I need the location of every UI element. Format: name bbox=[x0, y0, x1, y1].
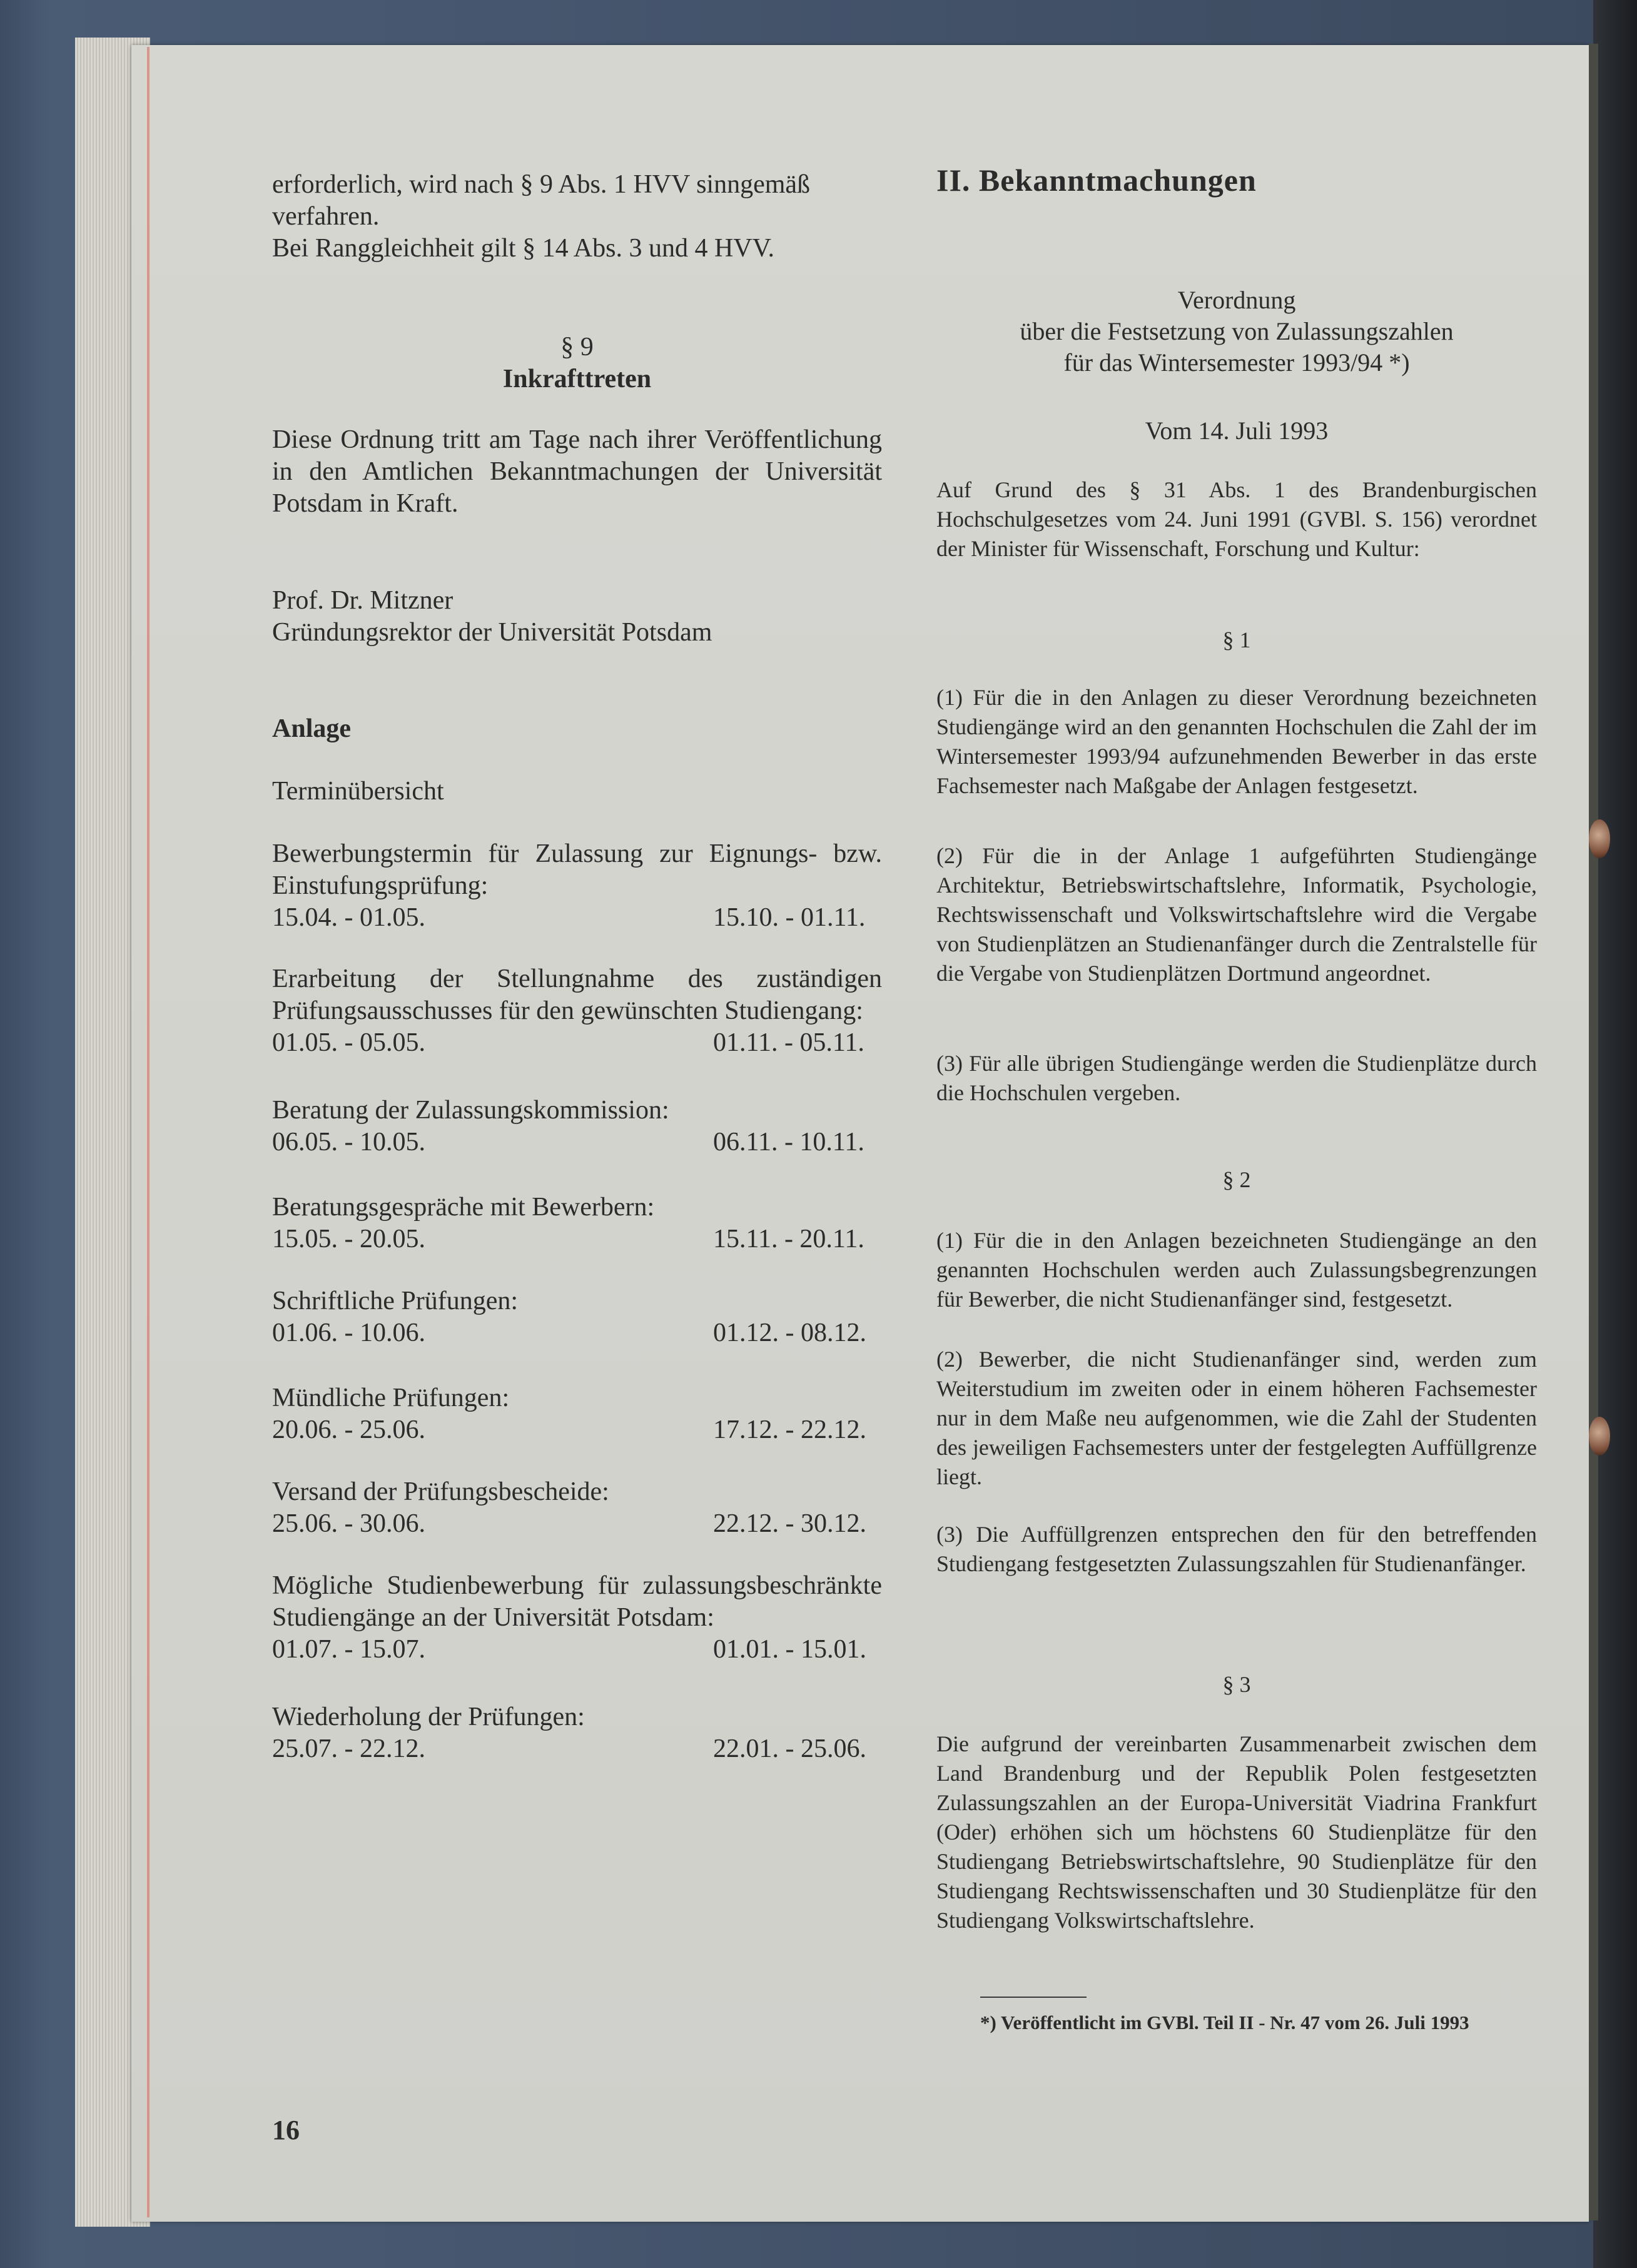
schedule-date-summer: 01.07. - 15.07. bbox=[272, 1635, 425, 1664]
schedule-date-summer: 01.06. - 10.06. bbox=[272, 1319, 425, 1347]
s1-para-1 bbox=[936, 683, 1537, 801]
schedule-date-winter: 15.11. - 20.11. bbox=[713, 1225, 864, 1253]
page-number bbox=[272, 2114, 882, 2146]
schedule-date-winter: 06.11. - 10.11. bbox=[713, 1128, 864, 1157]
s1-para-2-text: (2) Für die in der Anlage 1 aufgeführten Studiengänge Architektur, Betriebswirtschaftslehre, Informatik, Psychologie, Rechtswissenschaft und Volkswirtschaftslehre wird die Vergabe von Studienplätzen an Studienanfänger durch die Zentralstelle für die Vergabe von Studienplätzen Dortmund angeordnet. bbox=[936, 843, 1537, 986]
schedule-date-summer: 15.05. - 20.05. bbox=[272, 1225, 425, 1253]
schedule-date-summer: 01.05. - 05.05. bbox=[272, 1028, 425, 1057]
s2-para-2-text: (2) Bewerber, die nicht Studienanfänger sind, werden zum Weiterstudium im zweiten oder in einem höheren Fachsemester nur in dem Maße neu aufgenommen, wie die Zahl der Studenten des jeweiligen Fachsemesters unter der festgelegten Auffüllgrenze liegt. bbox=[936, 1347, 1537, 1489]
book-spine-right bbox=[1593, 0, 1637, 2268]
schedule-date-summer: 25.06. - 30.06. bbox=[272, 1509, 425, 1538]
schedule-date-winter: 01.01. - 15.01. bbox=[713, 1635, 866, 1664]
decree-preamble bbox=[936, 475, 1537, 564]
decree-title-line-2: über die Festsetzung von Zulassungszahlen bbox=[1020, 317, 1454, 345]
s1-number: § 1 bbox=[1222, 627, 1251, 652]
intro-line-3: Bei Ranggleichheit gilt § 14 Abs. 3 und 4 HVV. bbox=[272, 234, 775, 263]
decree-title-line-3: für das Wintersemester 1993/94 *) bbox=[1063, 348, 1410, 377]
schedule-item bbox=[272, 1476, 882, 1540]
paragraph-9-number: § 9 bbox=[560, 333, 594, 362]
signature-block bbox=[272, 585, 882, 649]
intro-line-1: erforderlich, wird nach § 9 Abs. 1 HVV sinngemäß bbox=[272, 170, 811, 199]
s1-heading bbox=[936, 625, 1537, 655]
schedule-date-summer: 06.05. - 10.05. bbox=[272, 1128, 425, 1157]
page-right-edge bbox=[1589, 44, 1598, 2220]
s2-heading bbox=[936, 1165, 1537, 1195]
s3-heading bbox=[936, 1670, 1537, 1699]
schedule-date-summer: 15.04. - 01.05. bbox=[272, 903, 425, 932]
binder-clip-top bbox=[1589, 819, 1610, 858]
schedule-label: Mündliche Prüfungen: bbox=[272, 1384, 510, 1412]
decree-title bbox=[936, 285, 1537, 378]
schedule-label: Versand der Prüfungsbescheide: bbox=[272, 1477, 609, 1506]
signer-title: Gründungsrektor der Universität Potsdam bbox=[272, 618, 712, 647]
footnote bbox=[936, 2008, 1537, 2037]
schedule-label: Wiederholung der Prüfungen: bbox=[272, 1703, 585, 1731]
schedule-item bbox=[272, 1701, 882, 1765]
schedule-item bbox=[272, 1285, 882, 1349]
schedule-item bbox=[272, 1570, 882, 1666]
schedule-label: Bewerbungstermin für Zulassung zur Eignungs- bzw. Einstufungsprüfung: bbox=[272, 839, 882, 900]
schedule-date-winter: 22.12. - 30.12. bbox=[713, 1509, 866, 1538]
schedule-item bbox=[272, 1095, 882, 1158]
anlage-label: Anlage bbox=[272, 714, 351, 743]
s3-para-1-text: Die aufgrund der vereinbarten Zusammenarbeit zwischen dem Land Brandenburg und der Republik Polen festgesetzten Zulassungszahlen an der Europa-Universität Viadrina Frankfurt (Oder) erhöhen sich um höchstens 60 Studienplätze für den Studiengang Betriebswirtschaftslehre, 90 Studienplätze für den Studiengang Rechtswissenschaften und 30 Studienplätze für den Studiengang Volkswirtschaftslehre. bbox=[936, 1731, 1537, 1933]
paragraph-9-title: Inkrafttreten bbox=[502, 365, 652, 393]
decree-date bbox=[936, 416, 1537, 445]
footnote-text: *) Veröffentlicht im GVBl. Teil II - Nr. 47 vom 26. Juli 1993 bbox=[980, 2012, 1469, 2033]
binder-clip-bottom bbox=[1589, 1417, 1610, 1455]
paragraph-9-heading bbox=[272, 332, 882, 395]
schedule-date-winter: 01.12. - 08.12. bbox=[713, 1319, 866, 1347]
intro-line-2: verfahren. bbox=[272, 202, 380, 231]
schedule-item bbox=[272, 963, 882, 1059]
footnote-rule bbox=[980, 1997, 1087, 1998]
section-title: II. Bekanntmachungen bbox=[936, 163, 1257, 198]
s1-para-3 bbox=[936, 1049, 1537, 1108]
page-number-text: 16 bbox=[272, 2115, 300, 2145]
s2-para-1 bbox=[936, 1226, 1537, 1314]
decree-title-line-1: Verordnung bbox=[1177, 286, 1296, 314]
paragraph-9-text bbox=[272, 424, 882, 520]
s2-para-3 bbox=[936, 1520, 1537, 1579]
s2-number: § 2 bbox=[1222, 1167, 1251, 1192]
section-heading bbox=[936, 163, 1537, 198]
schedule-label: Mögliche Studienbewerbung für zulassungsbeschränkte Studiengänge an der Universität Potsdam: bbox=[272, 1571, 882, 1632]
schedule-label: Erarbeitung der Stellungnahme des zuständigen Prüfungsausschusses für den gewünschten Studiengang: bbox=[272, 964, 882, 1025]
decree-date-text: Vom 14. Juli 1993 bbox=[1145, 417, 1329, 445]
s2-para-1-text: (1) Für die in den Anlagen bezeichneten Studiengänge an den genannten Hochschulen werden auch Zulassungsbegrenzungen für Bewerber, die nicht Studienanfänger sind, festgesetzt. bbox=[936, 1228, 1537, 1312]
s1-para-3-text: (3) Für alle übrigen Studiengänge werden die Studienplätze durch die Hochschulen vergeben. bbox=[936, 1051, 1537, 1105]
schedule-item bbox=[272, 1192, 882, 1255]
s2-para-2 bbox=[936, 1345, 1537, 1492]
signer-name: Prof. Dr. Mitzner bbox=[272, 586, 454, 615]
s3-number: § 3 bbox=[1222, 1672, 1251, 1697]
paragraph-9-body: Diese Ordnung tritt am Tage nach ihrer Veröffentlichung in den Amtlichen Bekanntmachungen der Universität Potsdam in Kraft. bbox=[272, 425, 882, 518]
schedule-date-winter: 17.12. - 22.12. bbox=[713, 1415, 866, 1444]
terminuebersicht-heading bbox=[272, 776, 882, 807]
schedule-date-summer: 25.07. - 22.12. bbox=[272, 1734, 425, 1763]
anlage-heading bbox=[272, 713, 882, 745]
s3-para-1 bbox=[936, 1729, 1537, 1935]
schedule-date-winter: 15.10. - 01.11. bbox=[713, 903, 866, 932]
schedule-label: Schriftliche Prüfungen: bbox=[272, 1287, 519, 1315]
schedule-label: Beratung der Zulassungskommission: bbox=[272, 1096, 669, 1125]
schedule-date-summer: 20.06. - 25.06. bbox=[272, 1415, 425, 1444]
preamble-text: Auf Grund des § 31 Abs. 1 des Brandenburgischen Hochschulgesetzes vom 24. Juni 1991 (GVBl. S. 156) verordnet der Minister für Wissenschaft, Forschung und Kultur: bbox=[936, 477, 1537, 561]
terminuebersicht-label: Terminübersicht bbox=[272, 777, 444, 806]
s1-para-1-text: (1) Für die in den Anlagen zu dieser Verordnung bezeichneten Studiengänge wird an den genannten Hochschulen die Zahl der im Wintersemester 1993/94 aufzunehmenden Bewerber in das erste Fachsemester nach Maßgabe der Anlagen festgesetzt. bbox=[936, 685, 1537, 798]
schedule-label: Beratungsgespräche mit Bewerbern: bbox=[272, 1193, 655, 1222]
s1-para-2 bbox=[936, 841, 1537, 988]
schedule-date-winter: 01.11. - 05.11. bbox=[713, 1028, 864, 1057]
margin-line bbox=[147, 47, 150, 2217]
schedule-item bbox=[272, 838, 882, 934]
left-intro bbox=[272, 169, 882, 265]
schedule-date-winter: 22.01. - 25.06. bbox=[713, 1734, 866, 1763]
s2-para-3-text: (3) Die Auffüllgrenzen entsprechen den für den betreffenden Studiengang festgesetzten Zulassungszahlen für Studienanfänger. bbox=[936, 1522, 1537, 1576]
schedule-item bbox=[272, 1382, 882, 1446]
